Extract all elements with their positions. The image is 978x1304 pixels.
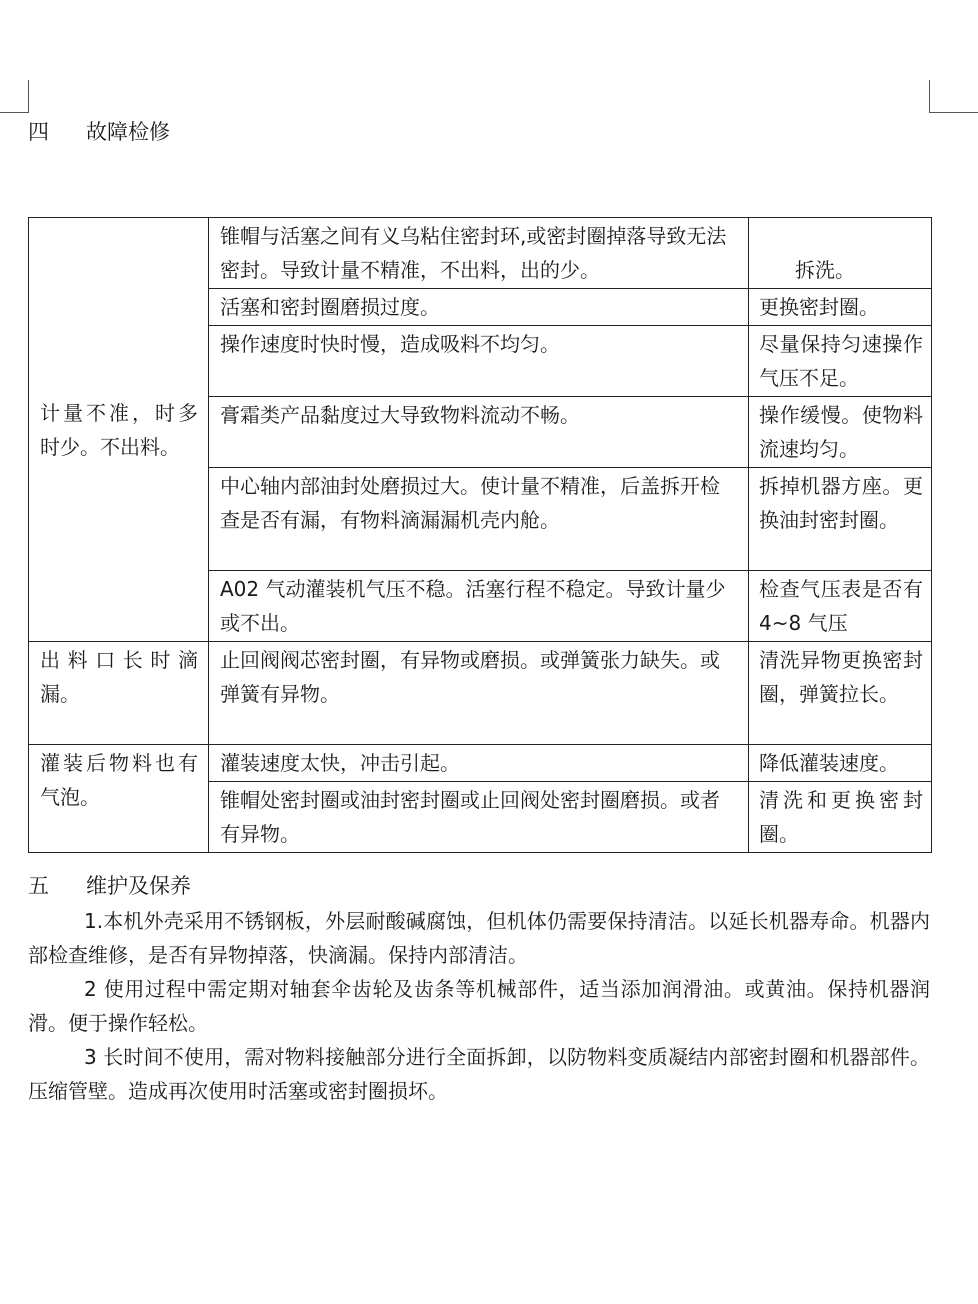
- solution-cell: 清洗和更换密封圈。: [749, 782, 932, 853]
- solution-cell: 检查气压表是否有 4~8 气压: [749, 571, 932, 642]
- maintenance-paragraph-2: 2 使用过程中需定期对轴套伞齿轮及齿条等机械部件，适当添加润滑油。或黄油。保持机器润滑。便于操作轻松。: [28, 977, 930, 1035]
- cause-cell: 灌装速度太快，冲击引起。: [209, 745, 749, 782]
- section-4-heading: [28, 118, 170, 146]
- solution-cell: 拆掉机器方座。更换油封密封圈。: [749, 468, 932, 571]
- solution-cell: 降低灌装速度。: [749, 745, 932, 782]
- symptom-cell: 出料口长时滴漏。: [29, 642, 209, 745]
- cause-cell: 锥帽与活塞之间有义乌粘住密封环,或密封圈掉落导致无法密封。导致计量不精准，不出料，出的少。: [209, 218, 749, 289]
- section-5-title: 维护及保养: [86, 874, 191, 898]
- symptom-cell: 灌装后物料也有气泡。: [29, 745, 209, 853]
- cause-cell: 操作速度时快时慢，造成吸料不均匀。: [209, 326, 749, 397]
- solution-cell: 操作缓慢。使物料流速均匀。: [749, 397, 932, 468]
- cause-cell: 锥帽处密封圈或油封密封圈或止回阀处密封圈磨损。或者有异物。: [209, 782, 749, 853]
- cause-cell: 止回阀阀芯密封圈，有异物或磨损。或弹簧张力缺失。或弹簧有异物。: [209, 642, 749, 745]
- solution-cell: 拆洗。: [749, 218, 932, 289]
- section-5-heading: [28, 872, 191, 900]
- solution-cell: 清洗异物更换密封圈，弹簧拉长。: [749, 642, 932, 745]
- section-5-number: 五: [28, 874, 49, 898]
- maintenance-paragraph-1: 1.本机外壳采用不锈钢板，外层耐酸碱腐蚀，但机体仍需要保持清洁。以延长机器寿命。机器内部检查维修，是否有异物掉落，快滴漏。保持内部清洁。: [28, 909, 930, 967]
- section-4-title: 故障检修: [86, 120, 170, 144]
- fault-table: [28, 217, 932, 853]
- section-4-number: 四: [28, 120, 49, 144]
- crop-mark-left: [0, 80, 29, 113]
- solution-cell: 更换密封圈。: [749, 289, 932, 326]
- solution-cell: 尽量保持匀速操作气压不足。: [749, 326, 932, 397]
- table-row: [29, 642, 932, 745]
- table-row: [29, 745, 932, 782]
- table-row: [29, 218, 932, 289]
- cause-cell: A02 气动灌装机气压不稳。活塞行程不稳定。导致计量少或不出。: [209, 571, 749, 642]
- cause-cell: 活塞和密封圈磨损过度。: [209, 289, 749, 326]
- cause-cell: 膏霜类产品黏度过大导致物料流动不畅。: [209, 397, 749, 468]
- crop-mark-right: [929, 80, 978, 113]
- cause-cell: 中心轴内部油封处磨损过大。使计量不精准，后盖拆开检查是否有漏，有物料滴漏漏机壳内舱。: [209, 468, 749, 571]
- maintenance-paragraph-3: 3 长时间不使用，需对物料接触部分进行全面拆卸，以防物料变质凝结内部密封圈和机器部件。压缩管壁。造成再次使用时活塞或密封圈损坏。: [28, 1045, 930, 1103]
- symptom-cell: 计量不准，时多时少。不出料。: [29, 218, 209, 642]
